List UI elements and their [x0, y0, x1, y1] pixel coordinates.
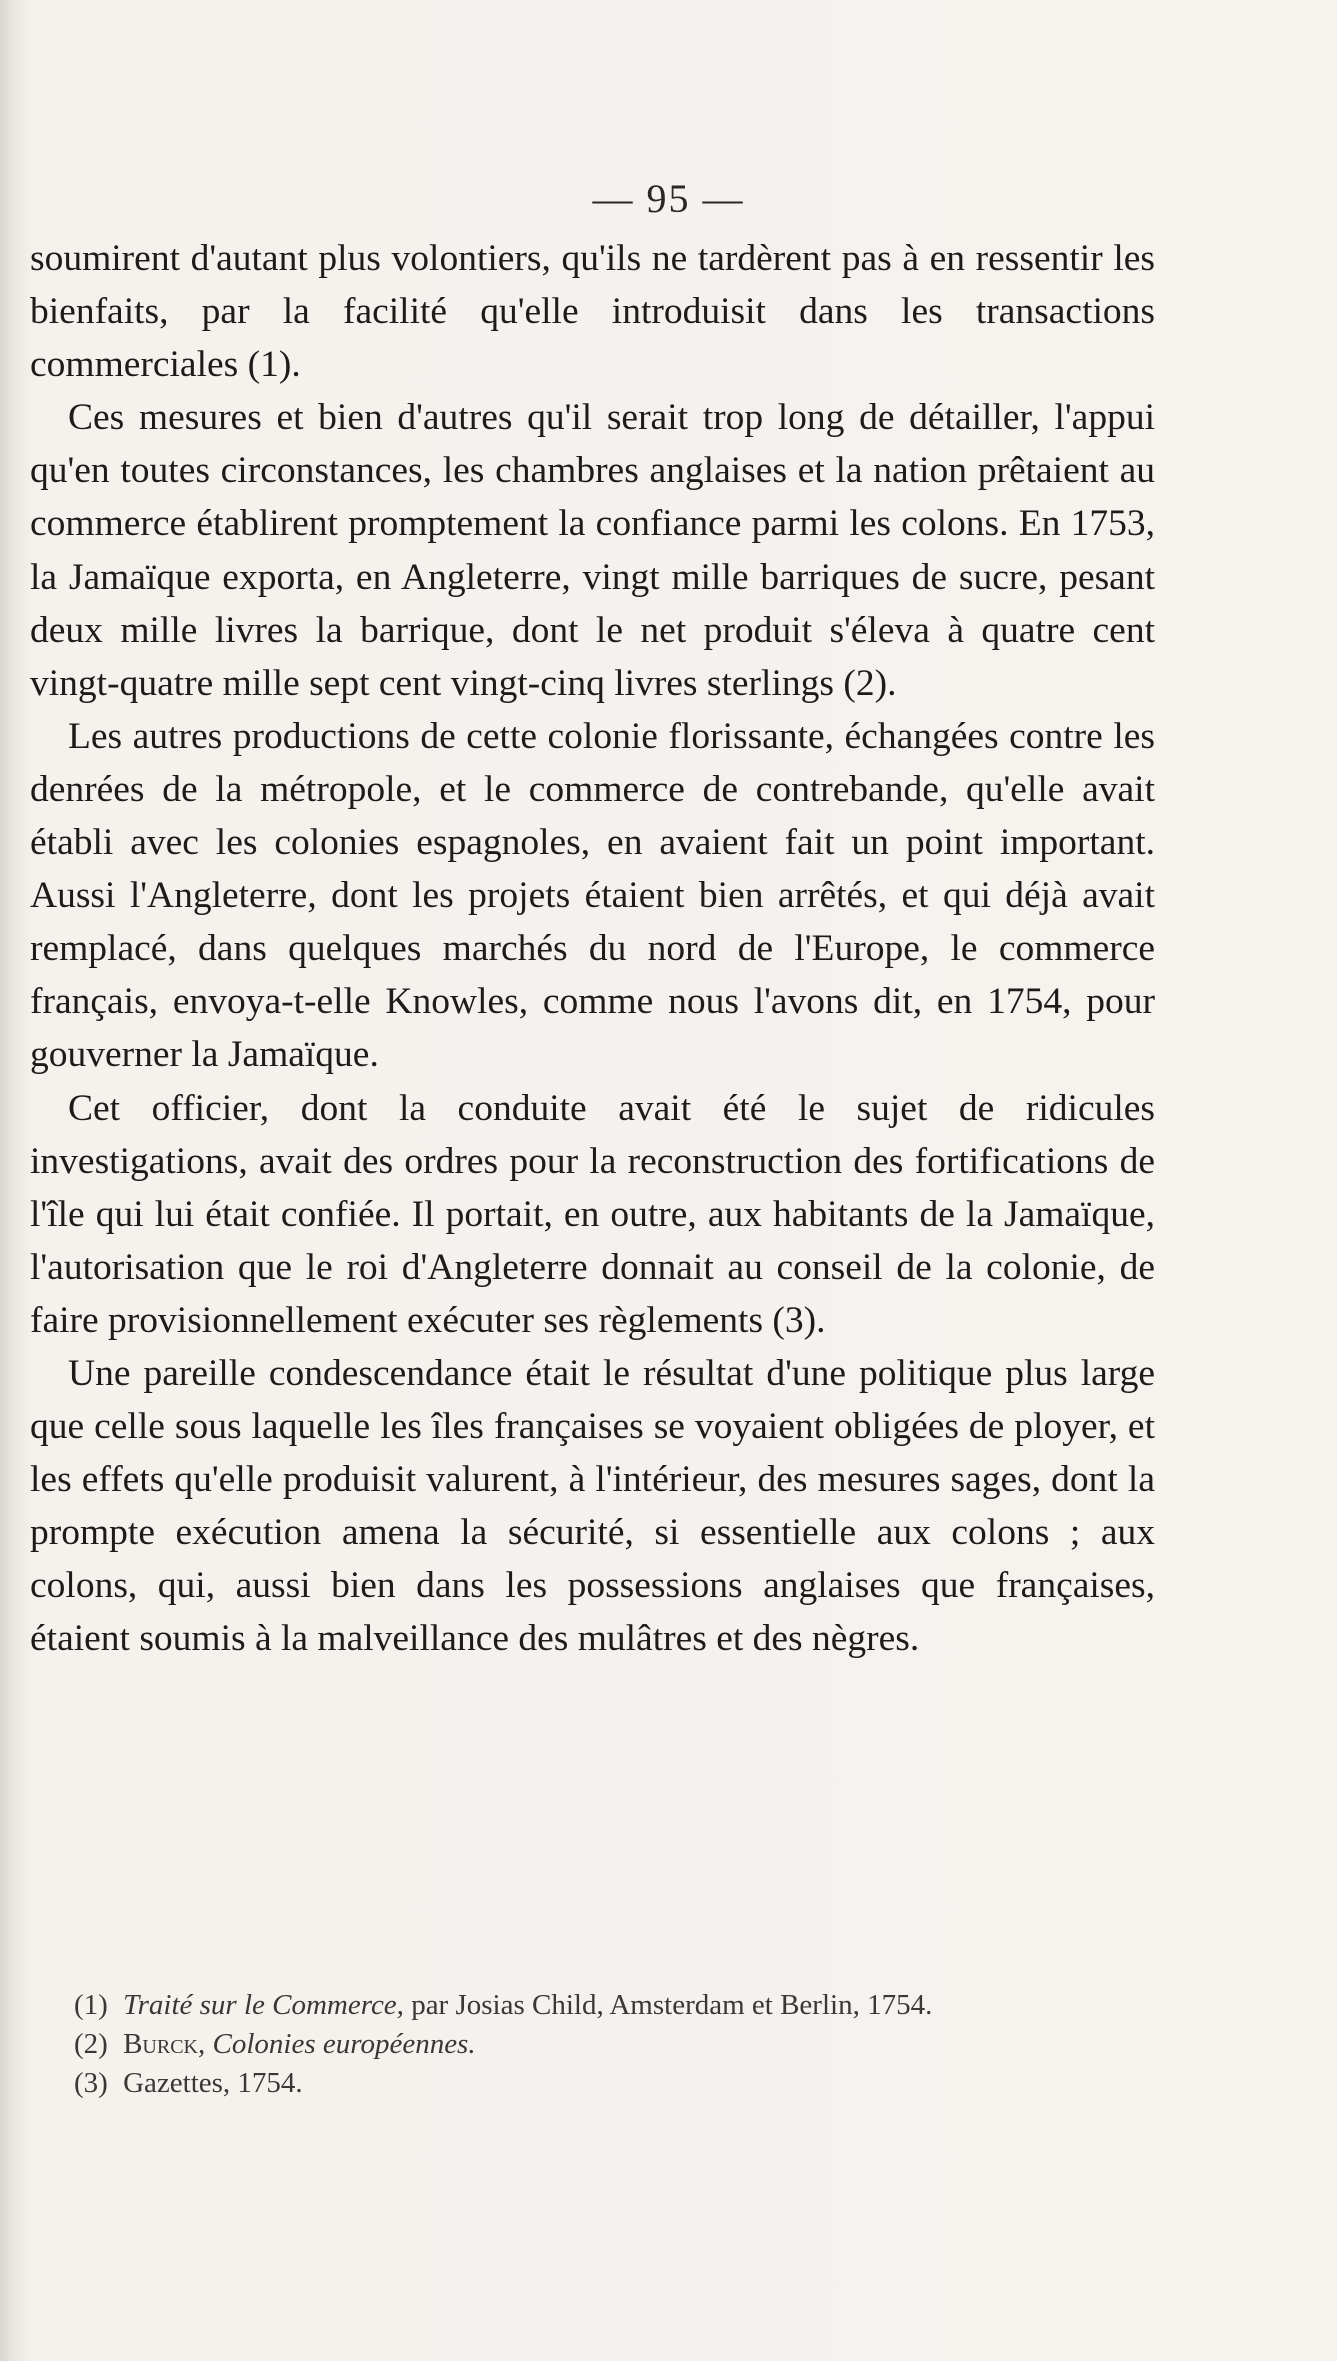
footnote [30, 2064, 1155, 2103]
page-number: — 95 — [592, 176, 745, 221]
footnote-marker: (3) [74, 2067, 108, 2099]
paragraph: Les autres productions de cette colonie florissante, échangées contre les denrées de la métropole, et le commerce de contrebande, qu'elle avait établi avec les colonies espagnoles, en avaient fait un point important. Aussi l'Angleterre, dont les projets étaient bien arrêtés, et qui déjà avait remplacé, dans quelques marchés du nord de l'Europe, le commerce français, envoya-t-elle Knowles, comme nous l'avons dit, en 1754, pour gouverner la Jamaïque. [30, 715, 1155, 1076]
footnote-work-title: Colonies européennes. [212, 2028, 476, 2060]
paragraph: Cet officier, dont la conduite avait été le sujet de ridicules investigations, avait des ordres pour la reconstruction des fortifications de l'île qui lui était confiée. Il portait, en outre, aux habitants de la Jamaïque, l'autorisation que le roi d'Angleterre donnait au conseil de la colonie, de faire provisionnellement exécuter ses règlements (3). [30, 1087, 1155, 1341]
footnote-work-title: Traité sur le Commerce, [123, 1989, 404, 2021]
footnote-text: Gazettes, 1754. [123, 2067, 303, 2099]
footnote [30, 2025, 1155, 2064]
footnote [30, 1986, 1155, 2025]
footnotes [30, 1986, 1155, 2103]
paragraph: Ces mesures et bien d'autres qu'il serait trop long de détailler, l'appui qu'en toutes circonstances, les chambres anglaises et la nation prêtaient au commerce établirent promptement la confiance parmi les colons. En 1753, la Jamaïque exporta, en Angleterre, vingt mille barriques de sucre, pesant deux mille livres la barrique, dont le net produit s'éleva à quatre cent vingt-quatre mille sept cent vingt-cinq livres sterlings (2). [30, 397, 1155, 704]
footnote-marker: (1) [74, 1989, 108, 2021]
paragraph: Une pareille condescendance était le résultat d'une politique plus large que celle sous laquelle les îles françaises se voyaient obligées de ployer, et les effets qu'elle produisit valurent, à l'intérieur, des mesures sages, dont la prompte exécution amena la sécurité, si essentielle aux colons ; aux colons, qui, aussi bien dans les possessions anglaises que françaises, étaient soumis à la malveillance des mulâtres et des nègres. [30, 1352, 1155, 1660]
footnote-author: Burck, [123, 2028, 206, 2060]
paragraph: soumirent d'autant plus volontiers, qu'ils ne tardèrent pas à en ressentir les bienfaits, par la facilité qu'elle introduisit dans les transactions commerciales (1). [30, 238, 1155, 386]
footnote-text: par Josias Child, Amsterdam et Berlin, 1754. [411, 1989, 933, 2021]
footnote-marker: (2) [74, 2028, 108, 2060]
body-text [30, 232, 1155, 1666]
